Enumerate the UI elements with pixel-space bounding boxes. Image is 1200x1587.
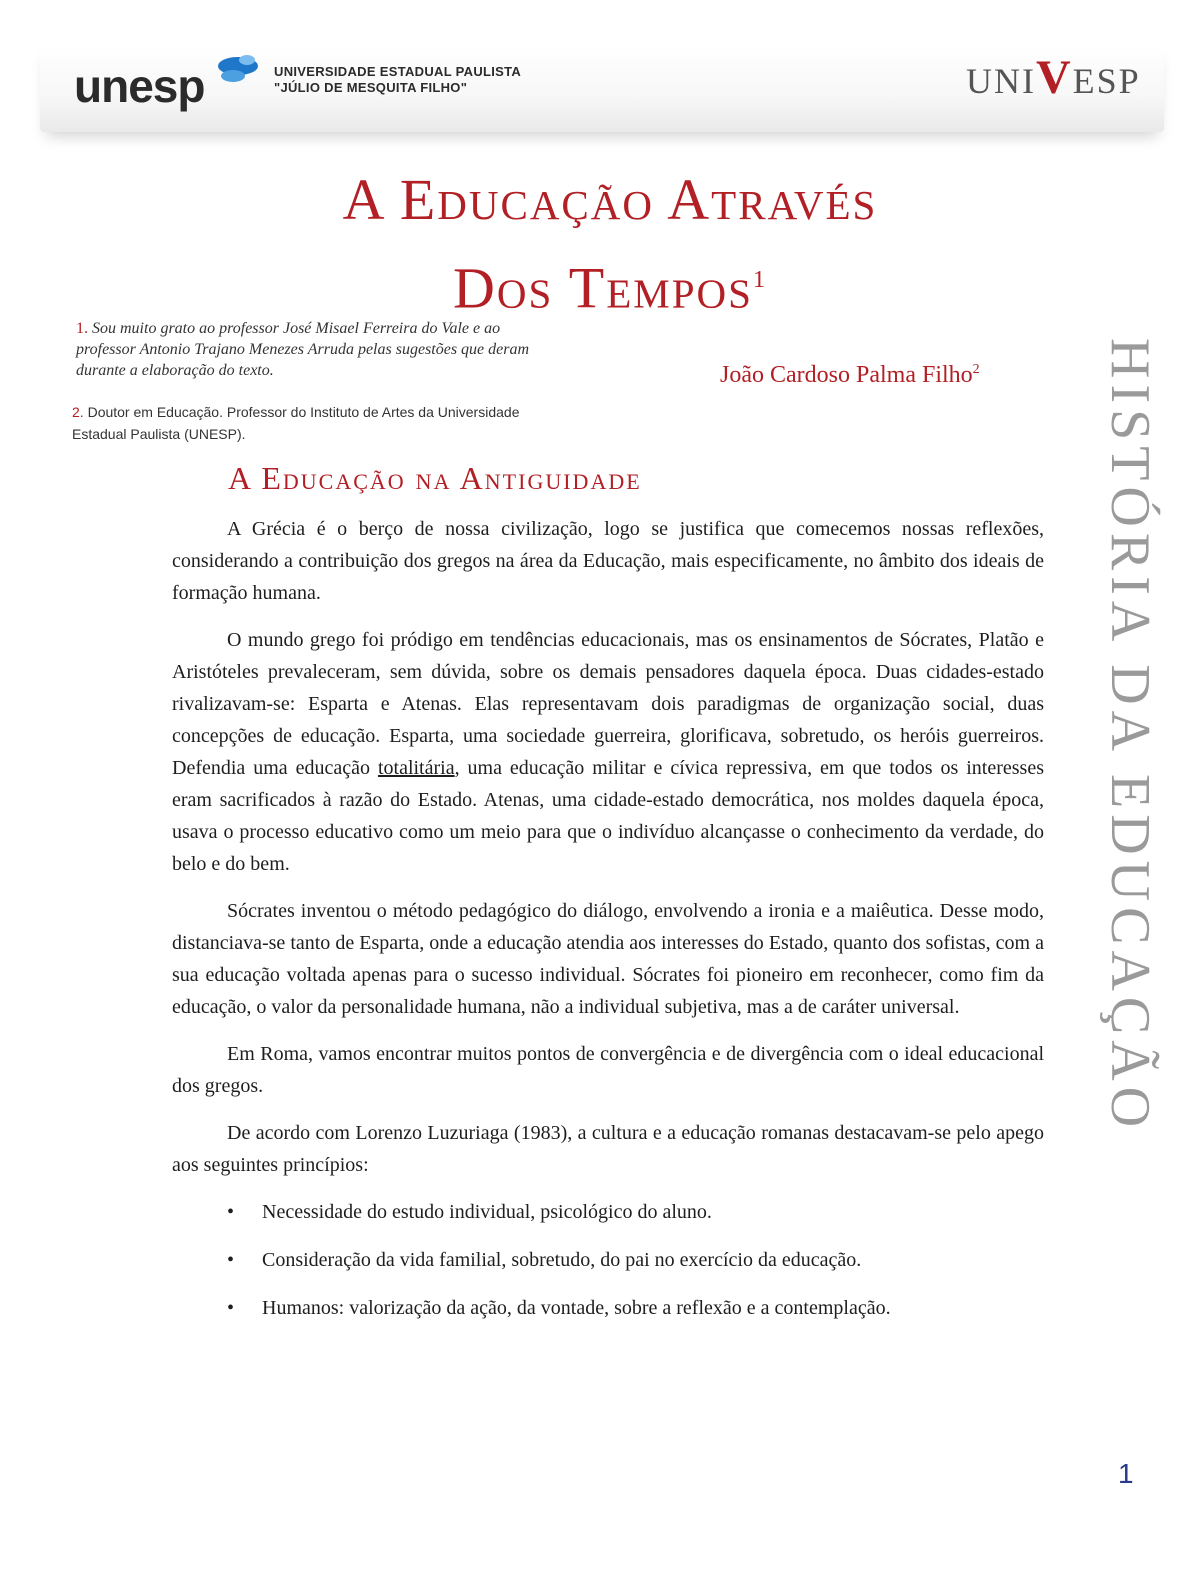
bullet-icon: • [227,1201,235,1223]
footnote-2-text: Doutor em Educação. Professor do Instituto de Artes da Universidade Estadual Paulista (UNESP). [72,404,520,442]
footnote-1-number: 1. [76,320,88,337]
page-number: 1 [1118,1458,1134,1489]
list-item-text: Humanos: valorização da ação, da vontade, sobre a reflexão e a contemplação. [262,1297,891,1319]
principles-list [172,1196,1044,1324]
footnote-1-text: Sou muito grato ao professor José Misael Ferreira do Vale e ao professor Antonio Trajano Menezes Arruda pelas sugestões que deram durante a elaboração do texto. [76,320,530,379]
univesp-logo-b: ESP [1072,61,1141,101]
bullet-icon: • [227,1249,235,1271]
title-line2 [200,240,1020,328]
university-name [274,64,521,96]
bullet-icon: • [227,1297,235,1319]
list-item [172,1292,1044,1324]
title-line1: A Educação Através [342,167,878,232]
list-item [172,1244,1044,1276]
side-banner [1100,338,1160,1198]
univesp-logo-a: UNI [966,61,1036,101]
section-heading: A Educação na Antiguidade [228,460,642,496]
title-footnote-mark: 1 [752,267,767,293]
paragraph-2-part-a: O mundo grego foi pródigo em tendências educacionais, mas os ensinamentos de Sócrates, Platão e Aristóteles prevaleceram, sem dúvida, sobre os demais pensadores daquela época. Duas cidades-estado rivalizavam-se: Esparta e Atenas. Elas representavam dois paradigmas de organização social, duas concepções de educação. Esparta, uma sociedade guerreira, glorificava, sobretudo, os heróis guerreiros. Defendia uma educação [172,629,1044,779]
paragraph-1: A Grécia é o berço de nossa civilização, logo se justifica que comecemos nossas reflexões, considerando a contribuição dos gregos na área da Educação, mais especificamente, no âmbito dos ideais de formação humana. [172,518,1044,604]
paragraph-2 [172,624,1044,880]
author-name-text: João Cardoso Palma Filho [720,362,973,388]
univesp-logo [966,51,1141,104]
paragraph-5: De acordo com Lorenzo Luzuriaga (1983), a cultura e a educação romanas destacavam-se pelo apego aos seguintes princípios: [172,1122,1044,1176]
university-name-line2: "JÚLIO DE MESQUITA FILHO" [274,80,468,95]
unesp-logo-mark-icon [215,52,261,86]
footnote-2 [72,401,552,445]
list-item-text: Consideração da vida familial, sobretudo, do pai no exercício da educação. [262,1249,862,1271]
list-item-text: Necessidade do estudo individual, psicológico do aluno. [262,1201,712,1223]
title-line2-text: Dos Tempos [453,255,753,321]
author-footnote-mark: 2 [972,362,980,377]
unesp-logo: unesp [74,60,205,112]
university-name-line1: UNIVERSIDADE ESTADUAL PAULISTA [274,64,522,79]
footnote-2-number: 2. [72,404,84,420]
footnote-1 [76,318,556,381]
underlined-term: totalitária [377,757,455,779]
author-name [720,362,980,389]
paragraph-2-part-b: , uma educação militar e cívica repressiva, em que todos os interesses eram sacrificados à razão do Estado. Atenas, uma cidade-estado democrática, nos moldes daquela época, usava o processo educativo como um meio para que o indivíduo alcançasse o conhecimento da verdade, do belo e do bem. [172,757,1045,875]
side-banner-text: HISTÓRIA DA EDUCAÇÃO [1099,338,1161,1134]
list-item [172,1196,1044,1228]
body-text [172,513,1044,1340]
document-title [200,160,1020,328]
paragraph-3: Sócrates inventou o método pedagógico do diálogo, envolvendo a ironia e a maiêutica. Desse modo, distanciava-se tanto de Esparta, onde a educação atendia aos interesses do Estado, quanto dos sofistas, com a sua educação voltada apenas para o sucesso individual. Sócrates foi pioneiro em reconhecer, como fim da educação, o valor da personalidade humana, não a individual subjetiva, mas a de caráter universal. [172,900,1044,1018]
paragraph-4: Em Roma, vamos encontrar muitos pontos de convergência e de divergência com o ideal educacional dos gregos. [172,1043,1044,1097]
univesp-logo-v: V [1035,51,1073,104]
